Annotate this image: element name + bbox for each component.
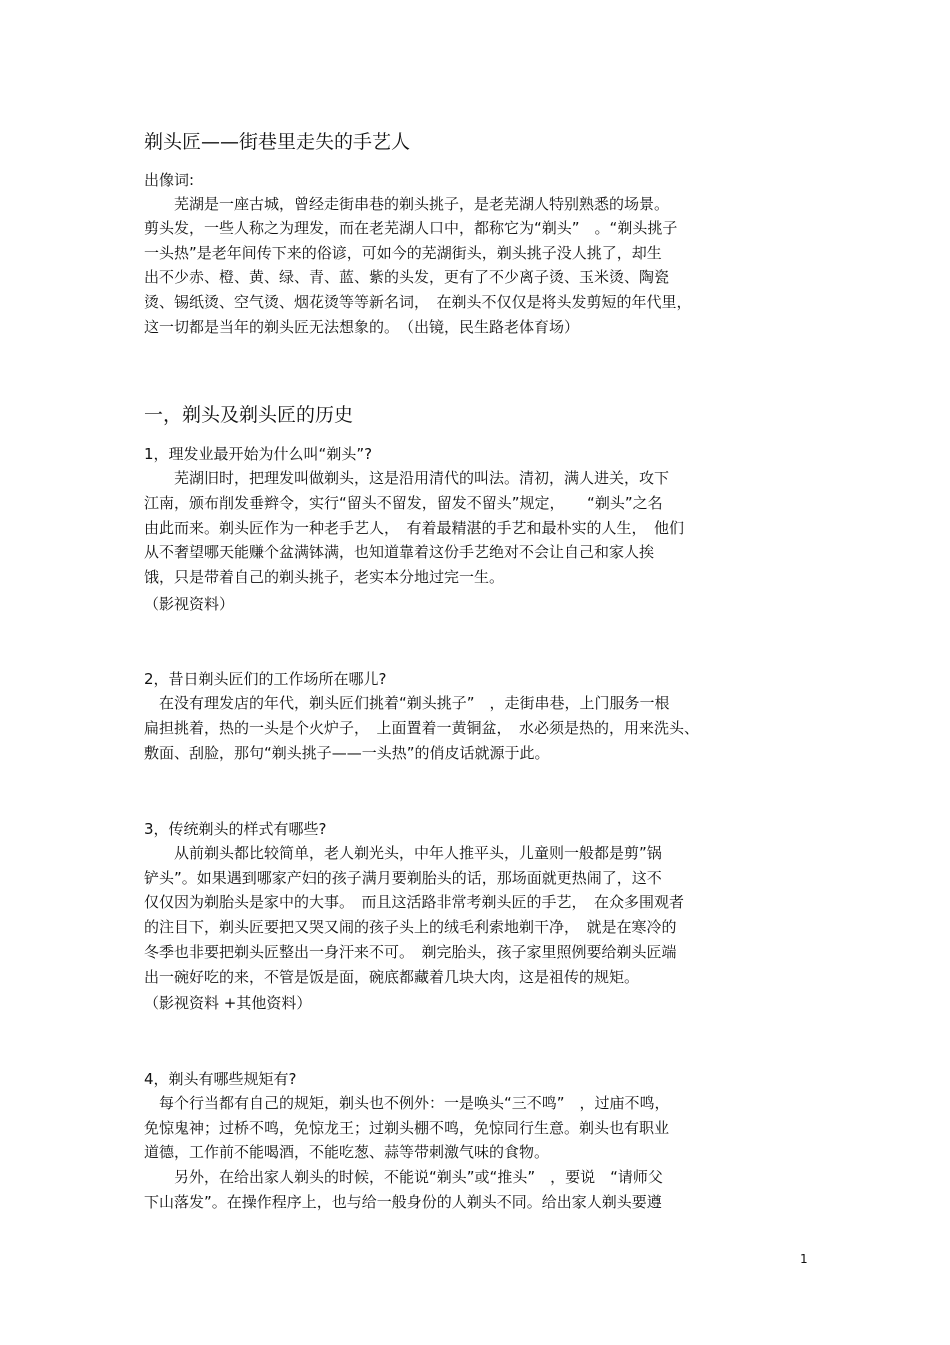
paragraph-line: 仅仅因为剃胎头是家中的大事。 而且这活路非常考剃头匠的手艺， 在众多围观者 bbox=[144, 893, 685, 911]
paragraph-line: 铲头”。如果遇到哪家产妇的孩子满月要剃胎头的话，那场面就更热闹了，这不 bbox=[144, 869, 662, 887]
paragraph-line: 道德，工作前不能喝酒，不能吃葱、蒜等带刺激气味的食物。 bbox=[144, 1143, 550, 1161]
paragraph-line: 敷面、刮脸，那句“剃头挑子——一头热”的俏皮话就源于此。 bbox=[144, 744, 550, 762]
intro-line: 剪头发，一些人称之为理发，而在老芜湖人口中，都称它为“剃头” 。“剃头挑子 bbox=[144, 219, 678, 237]
paragraph-line: 江南，颁布削发垂辫令，实行“留头不留发，留发不留头”规定， “剃头”之名 bbox=[144, 494, 663, 512]
paragraph-line: 在没有理发店的年代，剃头匠们挑着“剃头挑子” ，走街串巷，上门服务一根 bbox=[144, 694, 670, 712]
source-note: （影视资料） bbox=[144, 595, 235, 613]
paragraph-line: 从前剃头都比较简单，老人剃光头，中年人推平头，儿童则一般都是剪”锅 bbox=[144, 844, 662, 862]
paragraph-line: 饿，只是带着自己的剃头挑子，老实本分地过完一生。 bbox=[144, 568, 505, 586]
paragraph-line: 从不奢望哪天能赚个盆满钵满，也知道靠着这份手艺绝对不会让自己和家人挨 bbox=[144, 543, 655, 561]
section-heading: 一，剃头及剃头匠的历史 bbox=[144, 404, 354, 426]
paragraph-line: 另外，在给出家人剃头的时候，不能说“剃头”或“推头” ，要说 “请师父 bbox=[144, 1168, 663, 1186]
question-heading: 3，传统剃头的样式有哪些? bbox=[144, 820, 327, 838]
intro-line: 芜湖是一座古城，曾经走街串巷的剃头挑子，是老芜湖人特别熟悉的场景。 bbox=[144, 195, 670, 213]
question-heading: 2，昔日剃头匠们的工作场所在哪儿? bbox=[144, 670, 387, 688]
intro-line: 烫、锡纸烫、空气烫、烟花烫等等新名词， 在剃头不仅仅是将头发剪短的年代里， bbox=[144, 293, 692, 311]
paragraph-line: 免惊鬼神；过桥不鸣，免惊龙王；过剃头棚不鸣，免惊同行生意。剃头也有职业 bbox=[144, 1119, 670, 1137]
page-number: 1 bbox=[800, 1252, 808, 1266]
question-heading: 4，剃头有哪些规矩有? bbox=[144, 1070, 297, 1088]
paragraph-line: 每个行当都有自己的规矩，剃头也不例外：一是唤头“三不鸣” ，过庙不鸣， bbox=[144, 1094, 670, 1112]
intro-line: 出像词: bbox=[144, 171, 195, 189]
source-note: （影视资料 +其他资料） bbox=[144, 994, 312, 1012]
paragraph-line: 扁担挑着，热的一头是个火炉子， 上面置着一黄铜盆， 水必须是热的，用来洗头、 bbox=[144, 719, 700, 737]
paragraph-line: 的注目下，剃头匠要把又哭又闹的孩子头上的绒毛利索地剃干净， 就是在寒冷的 bbox=[144, 918, 677, 936]
intro-line: 出不少赤、橙、黄、绿、青、蓝、紫的头发，更有了不少离子烫、玉米烫、陶瓷 bbox=[144, 268, 670, 286]
document-title: 剃头匠——街巷里走失的手艺人 bbox=[144, 131, 411, 153]
paragraph-line: 下山落发”。在操作程序上，也与给一般身份的人剃头不同。给出家人剃头要遵 bbox=[144, 1193, 662, 1211]
paragraph-line: 芜湖旧时，把理发叫做剃头，这是沿用清代的叫法。清初，满人进关，攻下 bbox=[144, 469, 670, 487]
intro-line: 这一切都是当年的剃头匠无法想象的。 （出镜，民生路老体育场） bbox=[144, 318, 580, 336]
intro-line: 一头热”是老年间传下来的俗谚，可如今的芜湖街头，剃头挑子没人挑了，却生 bbox=[144, 244, 662, 262]
paragraph-line: 冬季也非要把剃头匠整出一身汗来不可。 剃完胎头，孩子家里照例要给剃头匠端 bbox=[144, 943, 677, 961]
paragraph-line: 由此而来。剃头匠作为一种老手艺人， 有着最精湛的手艺和最朴实的人生， 他们 bbox=[144, 519, 685, 537]
paragraph-line: 出一碗好吃的来，不管是饭是面，碗底都藏着几块大肉，这是祖传的规矩。 bbox=[144, 968, 640, 986]
question-heading: 1，理发业最开始为什么叫“剃头”? bbox=[144, 445, 373, 463]
